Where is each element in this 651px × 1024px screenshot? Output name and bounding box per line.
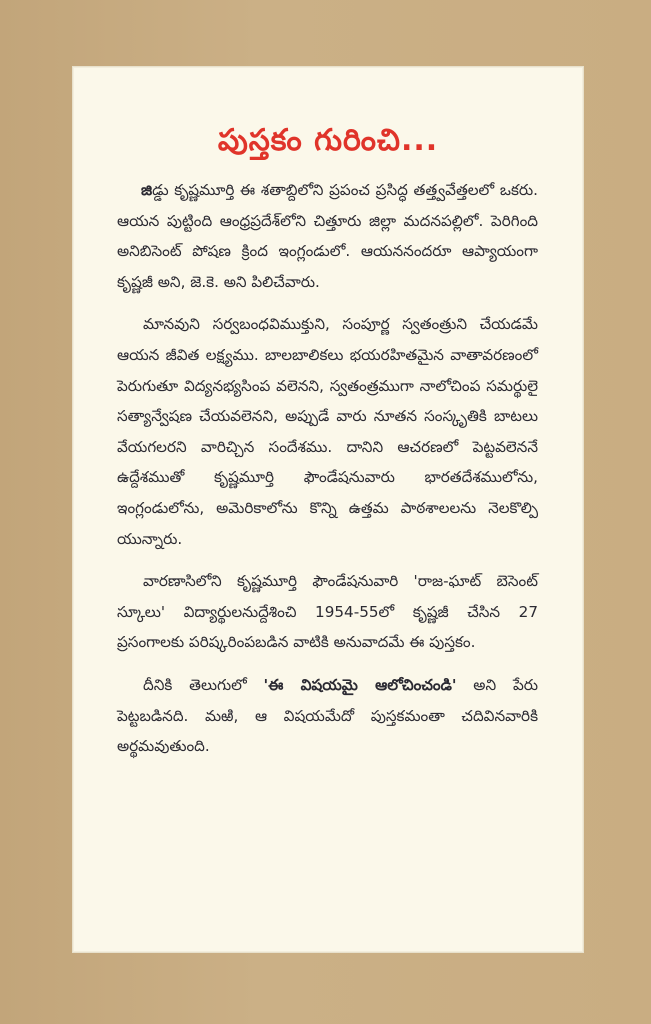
quoted-title: 'ఈ విషయమై ఆలోచించండి': [263, 675, 457, 694]
text-panel: [72, 66, 584, 953]
paragraph-1-text: డ్డు కృష్ణమూర్తి ఈ శతాబ్దిలోని ప్రపంచ ప్రసిద్ధ తత్త్వవేత్తలలో ఒకరు. ఆయన పుట్టింది ఆంధ్రప్రదేశ్‌లోని చిత్తూరు జిల్లా మదనపల్లిలో. పెరిగింది అనిబిసెంట్ పోషణ క్రింద ఇంగ్లండులో. ఆయననందరూ ఆప్యాయంగా కృష్ణజీ అని, జె.కె. అని పిలిచేవారు.: [117, 181, 538, 291]
body-text: [117, 175, 538, 774]
paragraph-2: మానవుని సర్వబంధవిముక్తుని, సంపూర్ణ స్వతంత్రుని చేయడమే ఆయన జీవిత లక్ష్యము. బాలబాలికలు భయరహితమైన వాతావరణంలో పెరుగుతూ విద్యనభ్యసింప వలెనని, స్వతంత్రముగా నాలోచింప సమర్థులై సత్యాన్వేషణ చేయవలెనని, అప్పుడే వారు నూతన సంస్కృతికి బాటలు వేయగలరని వారిచ్చిన సందేశము. దానిని ఆచరణలో పెట్టవలెననే ఉద్దేశముతో కృష్ణమూర్తి ఫౌండేషనువారు భారతదేశములోను, ఇంగ్లండులోను, అమెరికాలోను కొన్ని ఉత్తమ పాఠశాలలను నెలకొల్పి యున్నారు.: [117, 315, 538, 548]
paragraph-4: [117, 670, 538, 762]
paragraph-4-before: దీనికి తెలుగులో: [143, 675, 264, 694]
paragraph-3: వారణాసిలోని కృష్ణమూర్తి ఫౌండేషనువారి 'రాజ-ఘాట్ బెసెంట్ స్కూలు' విద్యార్థులనుద్దేశించి 1954-55లో కృష్ణజీ చేసిన 27 ప్రసంగాలకు పరిష్కరింపబడిన వాటికి అనువాదమే ఈ పుస్తకం.: [117, 572, 538, 652]
paragraph-4-after: అని పేరు పెట్టబడినది. మఱి, ఆ విషయమేదో పుస్తకమంతా చదివినవారికి అర్థమవుతుంది.: [117, 675, 539, 756]
paragraph-lead: జి: [141, 181, 153, 199]
paragraph-1: [117, 175, 538, 297]
page-heading: పుస్తకం గురించి...: [217, 123, 439, 158]
